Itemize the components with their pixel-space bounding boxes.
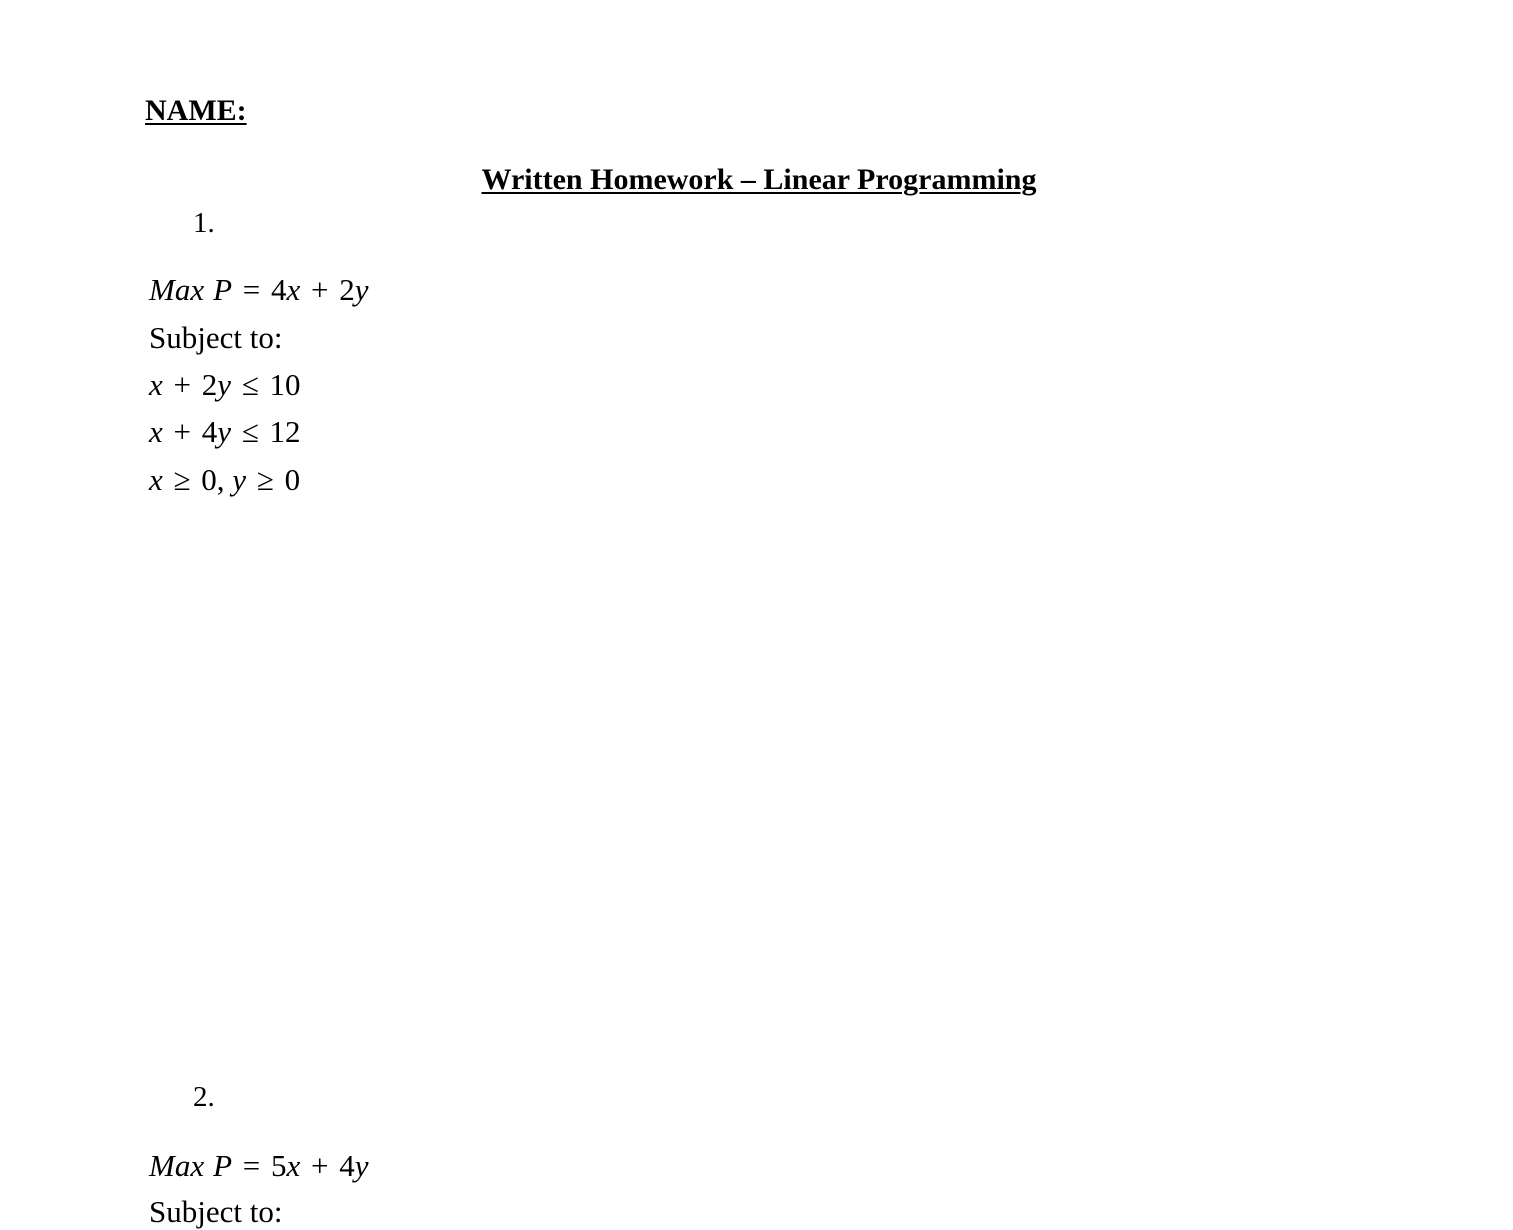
problem-2-number: 2. — [193, 1081, 215, 1113]
page-title: Written Homework – Linear Programming — [481, 163, 1037, 196]
problem-1-constraint-3: x ≥ 0, y ≥ 0 — [149, 462, 301, 497]
problem-1-constraint-1: x + 2y ≤ 10 — [149, 367, 301, 402]
problem-2-subject-label: Subject to: — [149, 1194, 283, 1229]
problem-1-constraint-2: x + 4y ≤ 12 — [149, 414, 301, 449]
problem-1-subject-label: Subject to: — [149, 320, 283, 355]
problem-2-objective: Max P = 5x + 4y — [149, 1148, 369, 1183]
name-label: NAME: — [145, 94, 247, 127]
problem-1-objective: Max P = 4x + 2y — [149, 272, 369, 307]
problem-1-number: 1. — [193, 207, 215, 239]
